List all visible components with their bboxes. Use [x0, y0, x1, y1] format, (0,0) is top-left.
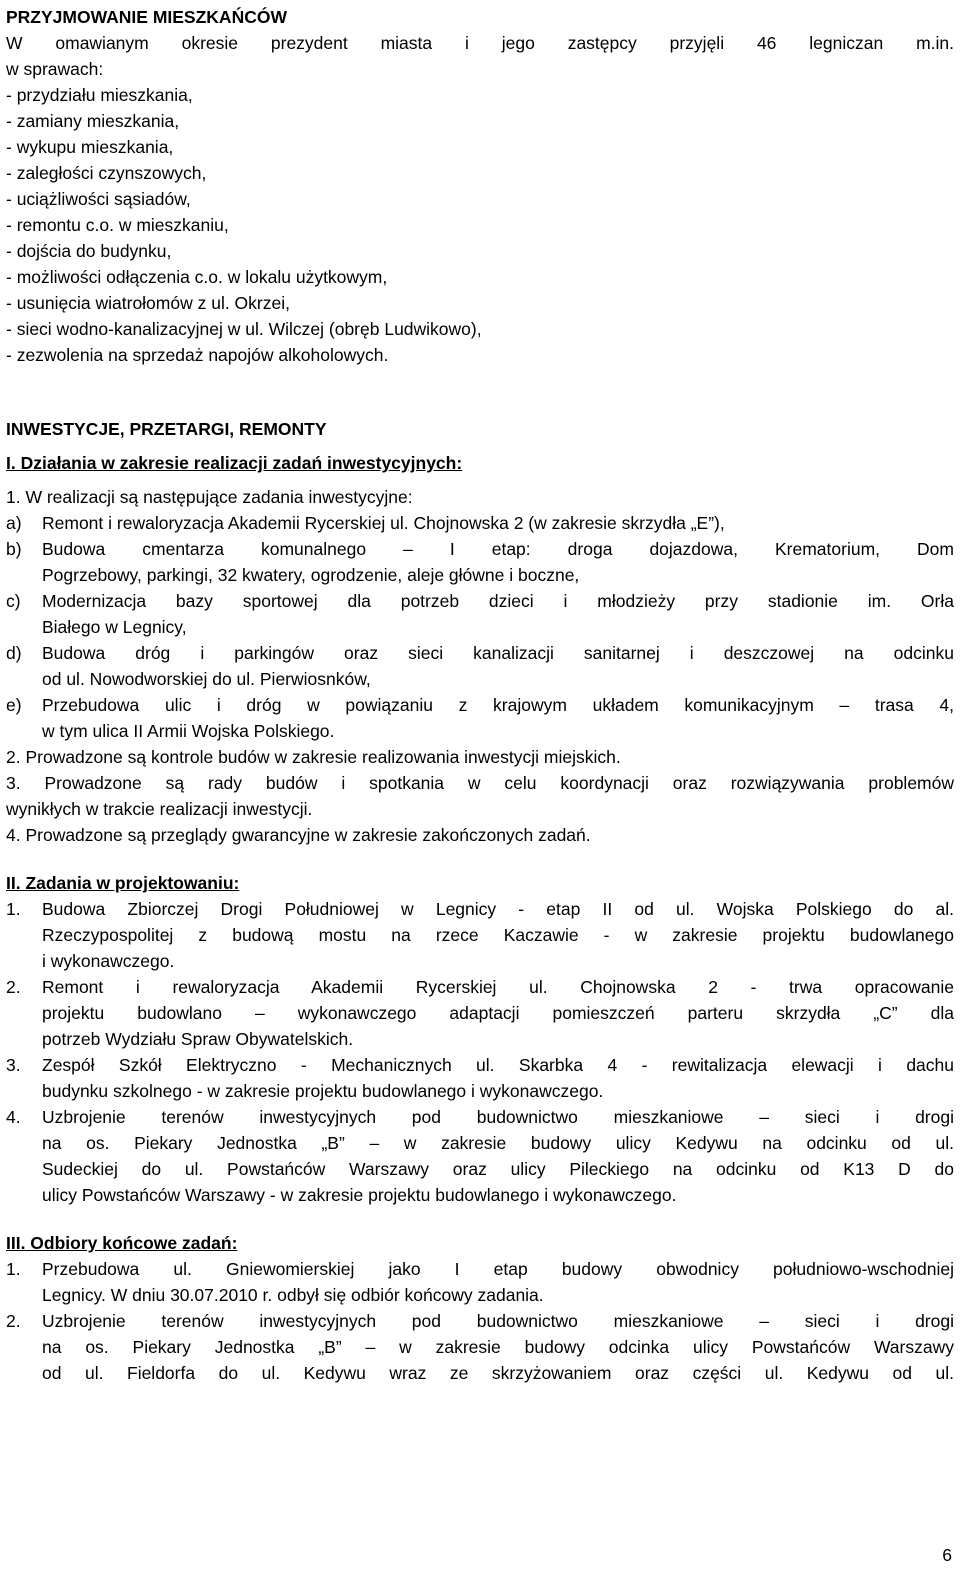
list-text: Remont i rewaloryzacja Akademii Rycerskiej ul. Chojnowska 2 (w zakresie skrzydła „E”), — [42, 513, 725, 533]
list-item: - sieci wodno-kanalizacyjnej w ul. Wilczej (obręb Ludwikowo), — [6, 319, 482, 339]
list-text-cont: projektu budowlano – wykonawczego adaptacji pomieszczeń parteru skrzydła „C” dla — [42, 1003, 954, 1023]
list-label: a) — [6, 513, 22, 533]
list-text: Uzbrojenie terenów inwestycyjnych pod budownictwo mieszkaniowe – sieci i drogi — [42, 1311, 954, 1331]
list-text-cont: od ul. Nowodworskiej do ul. Pierwiosnków, — [42, 669, 371, 689]
subsection-title-1: I. Działania w zakresie realizacji zadań inwestycyjnych: — [6, 453, 463, 473]
list-item-2-4 — [6, 1104, 954, 1130]
paragraph-line: 4. Prowadzone są przeglądy gwarancyjne w zakresie zakończonych zadań. — [6, 825, 591, 845]
list-text: Remont i rewaloryzacja Akademii Rycerskiej ul. Chojnowska 2 - trwa opracowanie — [42, 977, 954, 997]
list-text-cont: Rzeczypospolitej z budową mostu na rzece Kaczawie - w zakresie projektu budowlanego — [42, 925, 954, 945]
list-text-cont: i wykonawczego. — [42, 951, 175, 971]
list-item-2-2 — [6, 974, 954, 1000]
list-label: 1. — [6, 1259, 21, 1279]
list-label: d) — [6, 643, 22, 663]
list-item: - zaległości czynszowych, — [6, 163, 207, 183]
list-text-cont: od ul. Fieldorfa do ul. Kedywu wraz ze skrzyżowaniem oraz części ul. Kedywu od ul. — [42, 1363, 954, 1383]
list-text-cont: ulicy Powstańców Warszawy - w zakresie projektu budowlanego i wykonawczego. — [42, 1185, 677, 1205]
list-item-b — [6, 536, 954, 562]
list-text-cont: w tym ulica II Armii Wojska Polskiego. — [42, 721, 335, 741]
list-text-cont: na os. Piekary Jednostka „B” – w zakresie budowy ulicy Kedywu na odcinku od ul. — [42, 1133, 954, 1153]
list-item-3-1 — [6, 1256, 954, 1282]
list-item-e — [6, 692, 954, 718]
list-text-cont: budynku szkolnego - w zakresie projektu budowlanego i wykonawczego. — [42, 1081, 604, 1101]
paragraph-line: 3. Prowadzone są rady budów i spotkania w celu koordynacji oraz rozwiązywania problemów — [6, 773, 954, 793]
section-title-przyjmowanie: PRZYJMOWANIE MIESZKAŃCÓW — [6, 7, 287, 27]
list-item-d — [6, 640, 954, 666]
paragraph-line: w sprawach: — [6, 59, 104, 79]
list-label: e) — [6, 695, 22, 715]
list-item-2-1 — [6, 896, 954, 922]
paragraph-line: wynikłych w trakcie realizacji inwestycji. — [6, 799, 313, 819]
list-text: Budowa cmentarza komunalnego – I etap: droga dojazdowa, Krematorium, Dom — [42, 539, 954, 559]
list-item-a — [6, 510, 954, 536]
list-text-cont: Białego w Legnicy, — [42, 617, 187, 637]
list-text-cont: potrzeb Wydziału Spraw Obywatelskich. — [42, 1029, 354, 1049]
list-text: Przebudowa ul. Gniewomierskiej jako I etap budowy obwodnicy południowo-wschodniej — [42, 1259, 954, 1279]
list-label: 2. — [6, 1311, 21, 1331]
list-label: 4. — [6, 1107, 21, 1127]
list-item: - uciążliwości sąsiadów, — [6, 189, 191, 209]
list-label: 2. — [6, 977, 21, 997]
list-label: b) — [6, 539, 22, 559]
list-text: Budowa Zbiorczej Drogi Południowej w Legnicy - etap II od ul. Wojska Polskiego do al. — [42, 899, 954, 919]
list-item: - możliwości odłączenia c.o. w lokalu użytkowym, — [6, 267, 388, 287]
list-text-cont: Pogrzebowy, parkingi, 32 kwatery, ogrodzenie, aleje główne i boczne, — [42, 565, 580, 585]
page-number: 6 — [942, 1545, 952, 1565]
list-label: c) — [6, 591, 21, 611]
paragraph-line: 2. Prowadzone są kontrole budów w zakresie realizowania inwestycji miejskich. — [6, 747, 621, 767]
list-item-c — [6, 588, 954, 614]
paragraph-line: 1. W realizacji są następujące zadania inwestycyjne: — [6, 487, 413, 507]
list-text: Modernizacja bazy sportowej dla potrzeb dzieci i młodzieży przy stadionie im. Orła — [42, 591, 954, 611]
list-text-cont: na os. Piekary Jednostka „B” – w zakresie budowy odcinka ulicy Powstańców Warszawy — [42, 1337, 954, 1357]
list-item: - przydziału mieszkania, — [6, 85, 193, 105]
list-label: 1. — [6, 899, 21, 919]
subsection-title-3: III. Odbiory końcowe zadań: — [6, 1233, 238, 1253]
list-text: Budowa dróg i parkingów oraz sieci kanalizacji sanitarnej i deszczowej na odcinku — [42, 643, 954, 663]
list-item-2-3 — [6, 1052, 954, 1078]
list-item: - zezwolenia na sprzedaż napojów alkoholowych. — [6, 345, 389, 365]
list-item: - wykupu mieszkania, — [6, 137, 174, 157]
list-item: - remontu c.o. w mieszkaniu, — [6, 215, 229, 235]
section-title-inwestycje: INWESTYCJE, PRZETARGI, REMONTY — [6, 419, 327, 439]
list-item: - dojścia do budynku, — [6, 241, 172, 261]
list-text-cont: Sudeckiej do ul. Powstańców Warszawy oraz ulicy Pileckiego na odcinku od K13 D do — [42, 1159, 954, 1179]
list-text: Przebudowa ulic i dróg w powiązaniu z krajowym układem komunikacyjnym – trasa 4, — [42, 695, 954, 715]
list-text: Uzbrojenie terenów inwestycyjnych pod budownictwo mieszkaniowe – sieci i drogi — [42, 1107, 954, 1127]
document-page — [6, 0, 954, 1386]
list-item-3-2 — [6, 1308, 954, 1334]
subsection-title-2: II. Zadania w projektowaniu: — [6, 873, 240, 893]
list-item: - usunięcia wiatrołomów z ul. Okrzei, — [6, 293, 290, 313]
list-item: - zamiany mieszkania, — [6, 111, 180, 131]
list-text: Zespół Szkół Elektryczno - Mechanicznych ul. Skarbka 4 - rewitalizacja elewacji i dachu — [42, 1055, 954, 1075]
paragraph-line: W omawianym okresie prezydent miasta i jego zastępcy przyjęli 46 legniczan m.in. — [6, 33, 954, 53]
list-text-cont: Legnicy. W dniu 30.07.2010 r. odbył się odbiór końcowy zadania. — [42, 1285, 544, 1305]
list-label: 3. — [6, 1055, 21, 1075]
